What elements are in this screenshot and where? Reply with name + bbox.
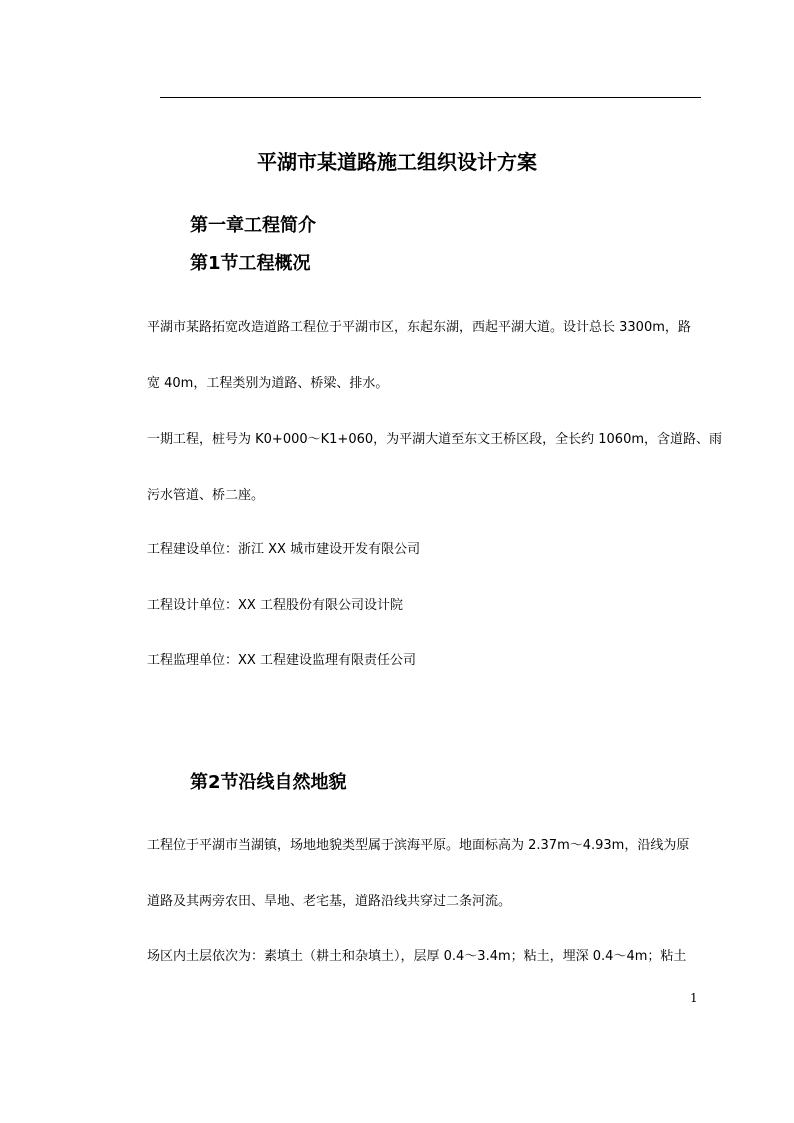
design-unit-line: 工程设计单位：XX 工程股份有限公司设计院 <box>147 598 403 613</box>
section-1-paragraph-line: 一期工程，桩号为 K0+000～K1+060，为平湖大道至东文王桥区段，全长约 1060m，含道路、雨 <box>147 432 723 447</box>
page-number: 1 <box>690 991 698 1005</box>
section-1-heading: 第1节工程概况 <box>190 253 311 274</box>
supervision-unit-line: 工程监理单位：XX 工程建设监理有限责任公司 <box>147 653 416 668</box>
section-2-paragraph-line: 场区内土层依次为：素填土（耕土和杂填土），层厚 0.4～3.4m；粘土，埋深 0.4～4m；粘土 <box>147 949 687 964</box>
header-rule <box>160 97 701 98</box>
document-title: 平湖市某道路施工组织设计方案 <box>257 150 537 174</box>
section-1-paragraph-line: 宽 40m，工程类别为道路、桥梁、排水。 <box>147 376 389 391</box>
chapter-heading: 第一章工程简介 <box>190 215 316 236</box>
construction-unit-line: 工程建设单位：浙江 XX 城市建设开发有限公司 <box>147 542 421 557</box>
section-1-paragraph-line: 污水管道、桥二座。 <box>147 488 265 503</box>
section-2-paragraph-line: 道路及其两旁农田、旱地、老宅基，道路沿线共穿过二条河流。 <box>147 894 512 909</box>
section-2-paragraph-line: 工程位于平湖市当湖镇，场地地貌类型属于滨海平原。地面标高为 2.37m～4.93m，沿线为原 <box>147 838 690 853</box>
section-2-heading: 第2节沿线自然地貌 <box>190 772 347 793</box>
section-1-paragraph-line: 平湖市某路拓宽改造道路工程位于平湖市区，东起东湖，西起平湖大道。设计总长 3300m，路 <box>147 320 691 335</box>
